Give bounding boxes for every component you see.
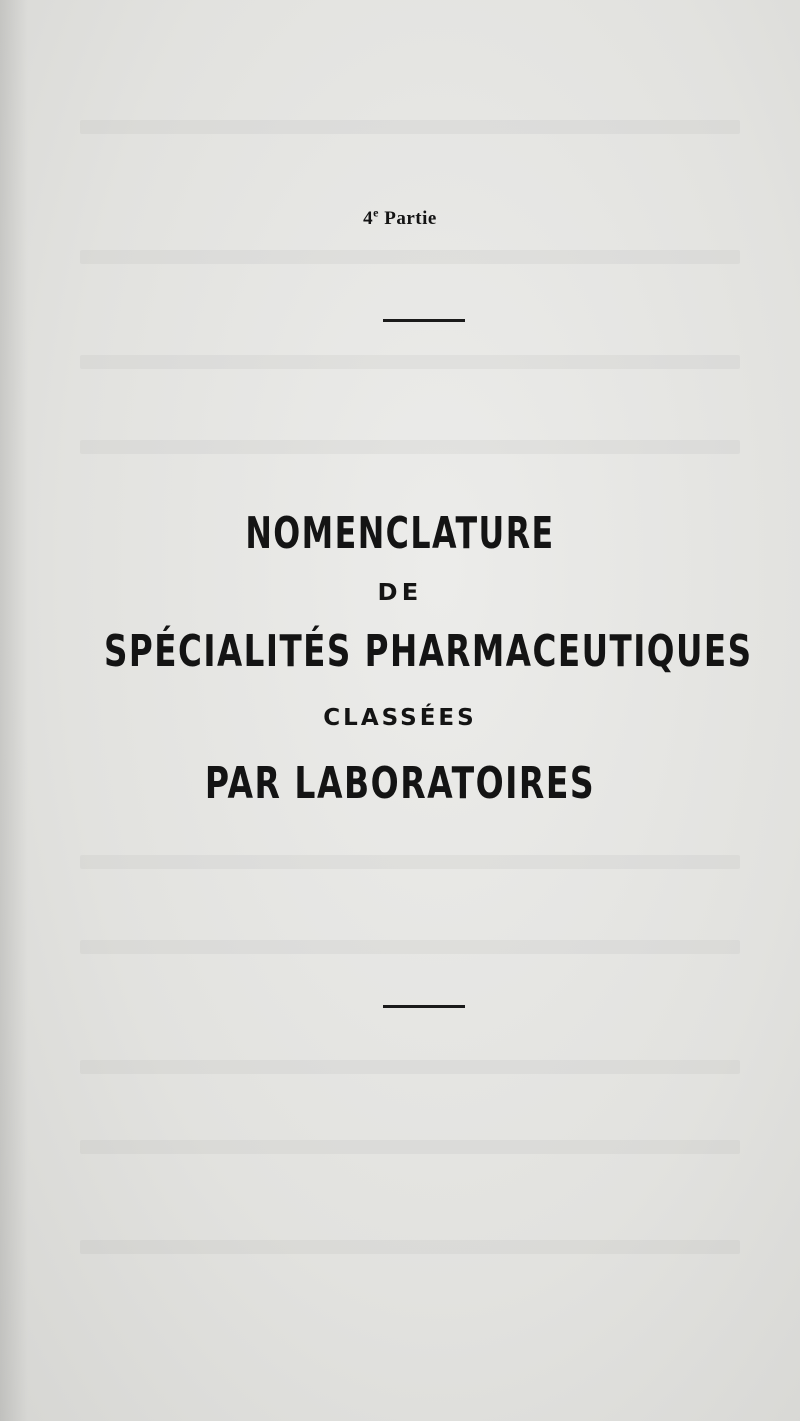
bleed-through-band: [80, 355, 740, 369]
bottom-divider-rule: [383, 1005, 465, 1008]
title-line-de: DE: [377, 580, 423, 606]
part-heading: [0, 205, 800, 230]
bleed-through-band: [80, 250, 740, 264]
bleed-through-band: [80, 440, 740, 454]
title-line-nomenclature: NOMENCLATURE: [245, 508, 555, 559]
top-divider-rule: [383, 319, 465, 322]
bleed-through-band: [80, 855, 740, 869]
title-line-classees: CLASSÉES: [323, 705, 477, 731]
part-number: 4: [363, 208, 374, 229]
part-label-text: Partie: [384, 208, 437, 229]
bleed-through-band: [80, 940, 740, 954]
part-number-suffix: e: [373, 205, 379, 220]
bleed-through-band: [80, 1060, 740, 1074]
bleed-through-band: [80, 1140, 740, 1154]
title-line-specialites: SPÉCIALITÉS PHARMACEUTIQUES: [104, 626, 753, 677]
bleed-through-band: [80, 120, 740, 134]
bleed-through-band: [80, 1240, 740, 1254]
title-line-par-laboratoires: PAR LABORATOIRES: [204, 758, 596, 809]
